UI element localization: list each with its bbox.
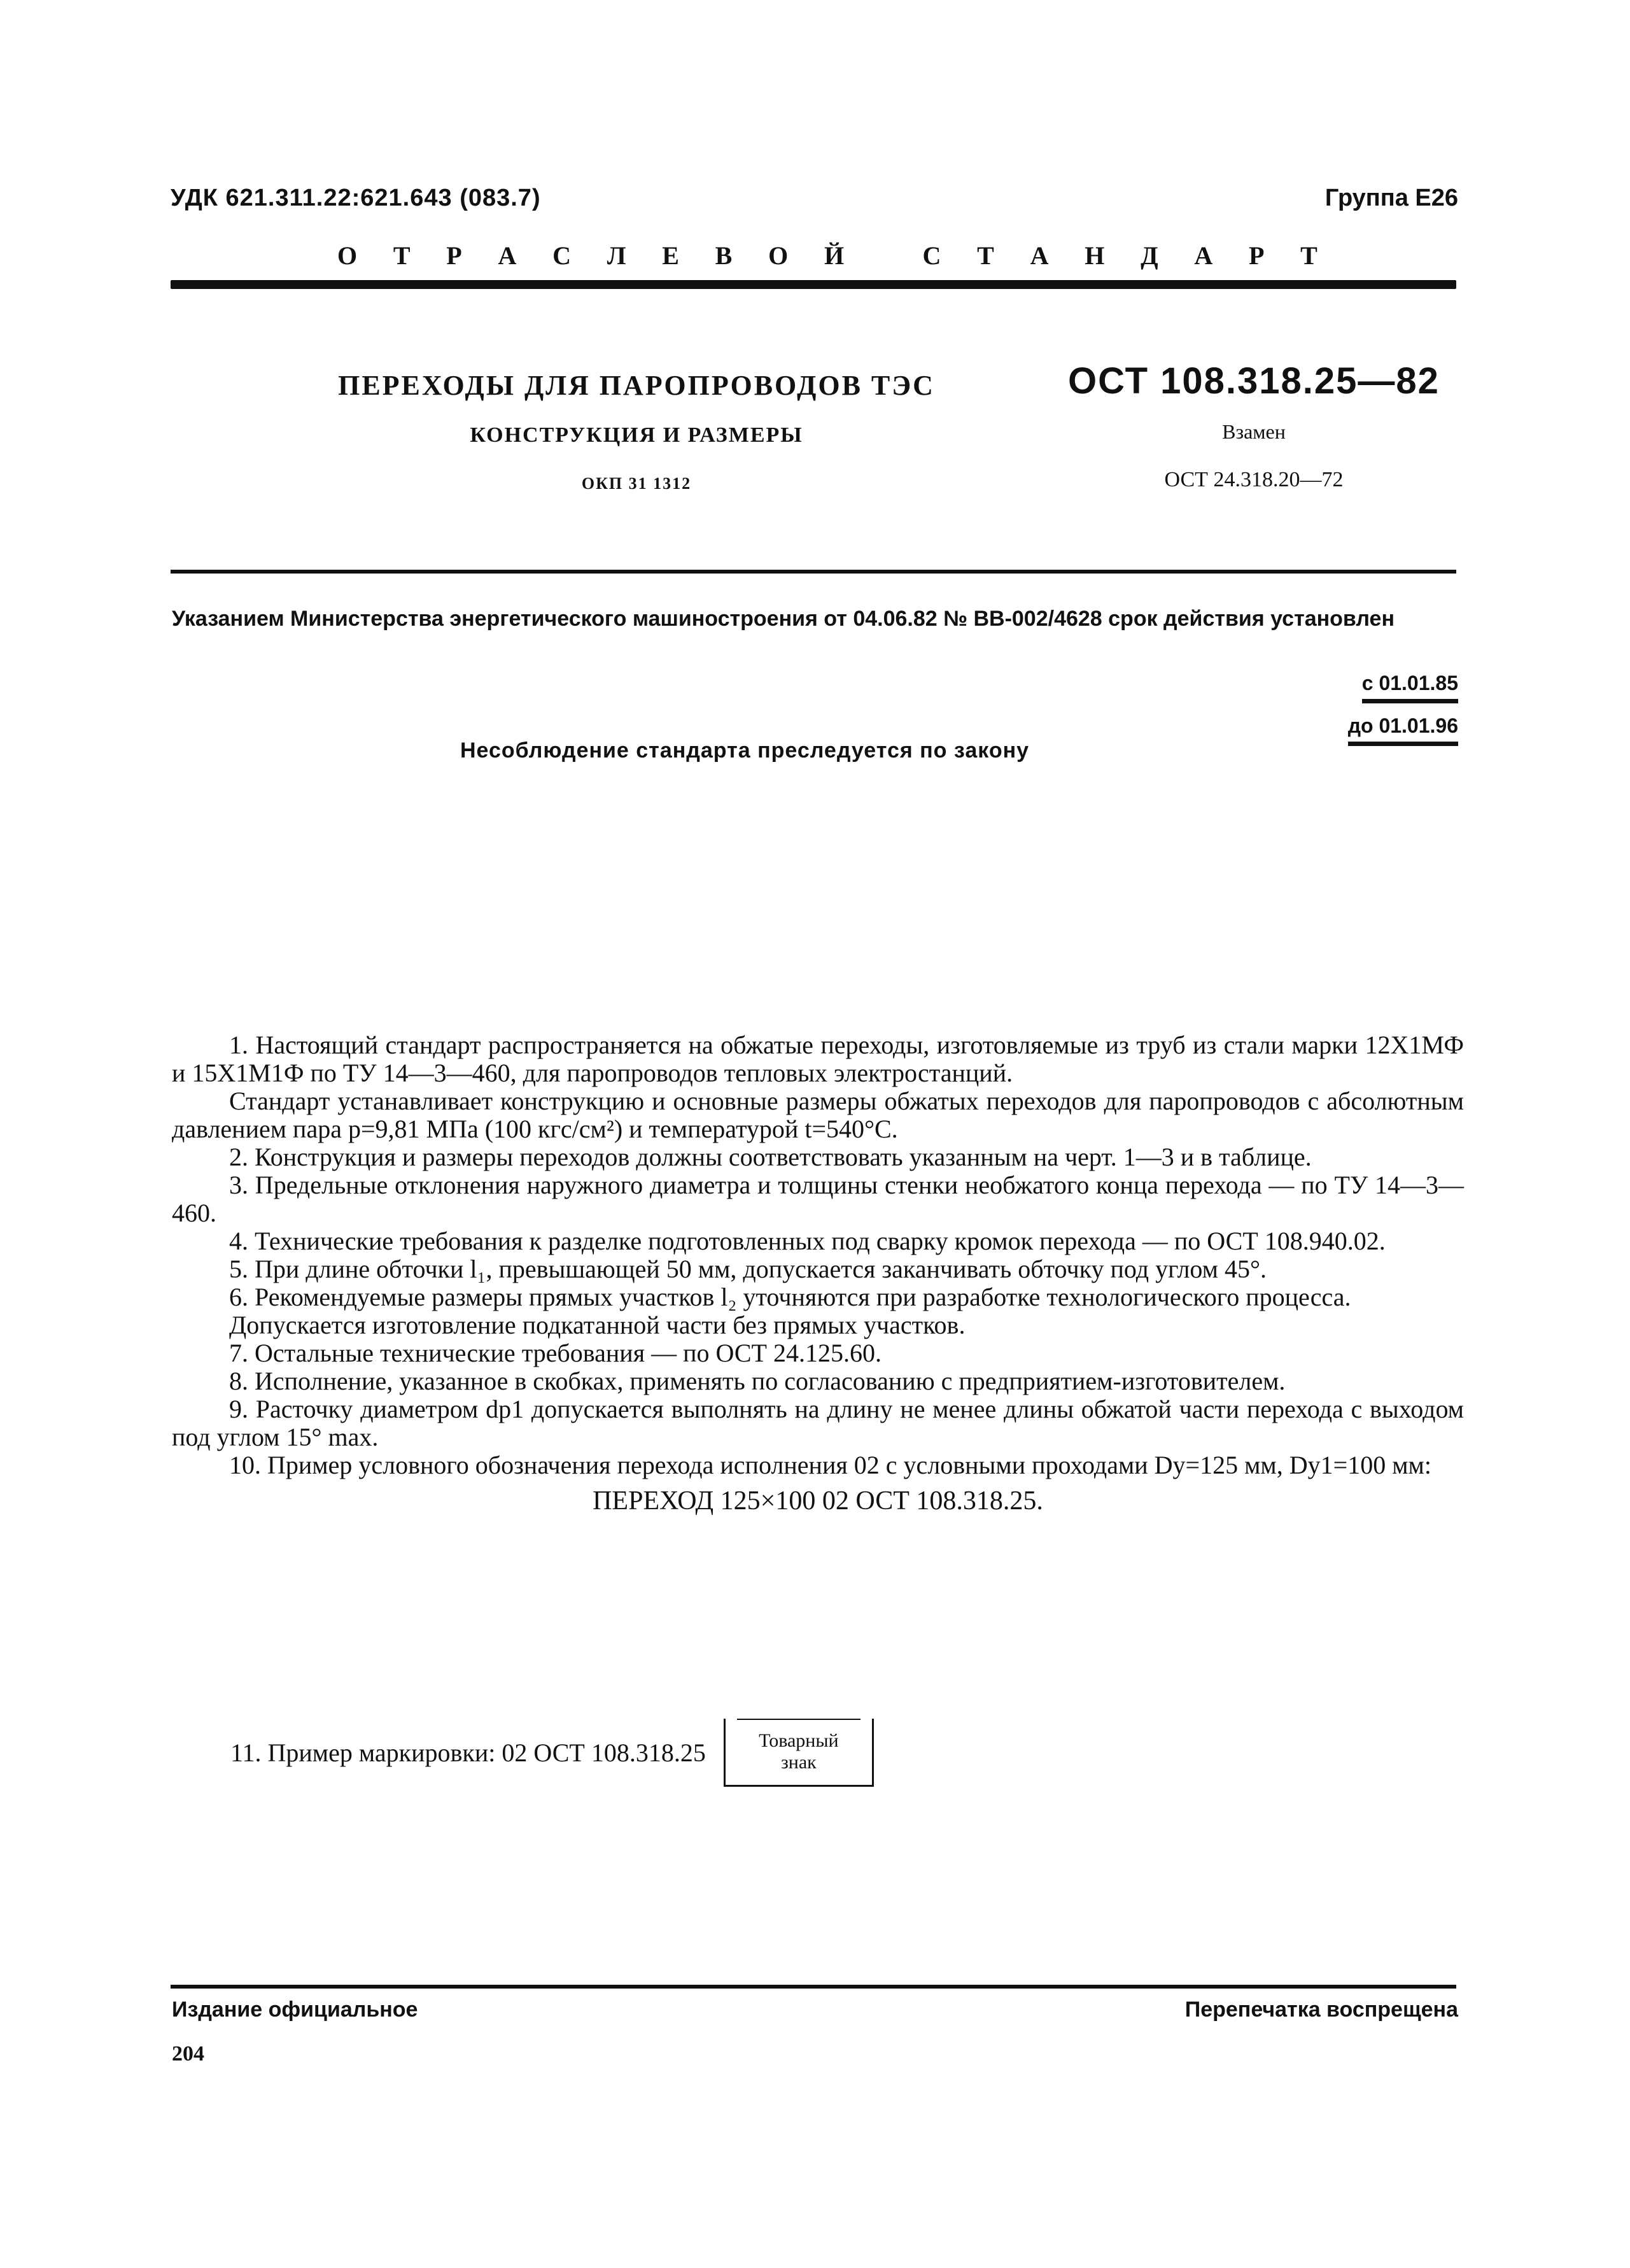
footer-rule: [171, 1985, 1456, 1989]
paragraph: 3. Предельные отклонения наружного диаметра и толщины стенки необжатого конца перехода — по ТУ 14—3—460.: [172, 1171, 1464, 1227]
heading-letter: Л: [607, 241, 626, 270]
valid-from-date: с 01.01.85: [1362, 672, 1458, 703]
okp-code: ОКП 31 1312: [581, 474, 692, 493]
marking-example: [230, 1719, 874, 1787]
paragraph: 1. Настоящий стандарт распространяется на обжатые переходы, изготовляемые из труб из стали марки 12Х1МФ и 15Х1М1Ф по ТУ 14—3—460, для паропроводов тепловых электростанций.: [172, 1031, 1464, 1087]
paragraph: 8. Исполнение, указанное в скобках, применять по согласованию с предприятием-изготовителем.: [229, 1367, 1286, 1395]
heading-letter: О: [768, 241, 789, 270]
document-title: ПЕРЕХОДЫ ДЛЯ ПАРОПРОВОДОВ ТЭС: [338, 370, 935, 401]
document-body: [172, 1031, 1464, 1515]
paragraph: Допускается изготовление подкатанной части без прямых участков.: [229, 1311, 966, 1339]
document-subtitle: КОНСТРУКЦИЯ И РАЗМЕРЫ: [470, 423, 803, 447]
heading-letter: Р: [1248, 241, 1265, 270]
paragraph: 10. Пример условного обозначения перехода исполнения 02 с условными проходами Dу=125 мм, Dу1=100 мм:: [229, 1451, 1431, 1479]
directive-text: Указанием Министерства энергетического машиностроения от 04.06.82 № ВВ-002/4628 срок действия установлен: [172, 607, 1395, 631]
standard-type-heading: [337, 241, 1317, 271]
paragraph: 5. При длине обточки l₁, превышающей 50 мм, допускается заканчивать обточку под углом 45°.: [229, 1255, 1267, 1283]
designation-example: ПЕРЕХОД 125×100 02 ОСТ 108.318.25.: [593, 1486, 1043, 1516]
official-edition-label: Издание официальное: [172, 1997, 418, 2022]
paragraph: 4. Технические требования к разделке подготовленных под сварку кромок перехода — по ОСТ 108.940.02.: [229, 1227, 1386, 1255]
trademark-line2: знак: [780, 1752, 817, 1773]
heading-letter: Д: [1141, 241, 1158, 270]
heading-letter: [880, 241, 887, 271]
page-number: 204: [172, 2042, 204, 2066]
law-notice: Несоблюдение стандарта преследуется по закону: [460, 738, 1030, 763]
paragraph: 6. Рекомендуемые размеры прямых участков l₂ уточняются при разработке технологического процесса.: [229, 1283, 1351, 1311]
group-code: Группа Е26: [1324, 185, 1458, 211]
paragraph: 2. Конструкция и размеры переходов должны соответствовать указанным на черт. 1—3 и в таблице.: [229, 1143, 1312, 1171]
trademark-line1: Товарный: [759, 1730, 839, 1751]
heading-letter: Т: [393, 241, 411, 270]
heading-letter: А: [498, 241, 517, 270]
heading-letter: В: [715, 241, 733, 270]
marking-label: 11. Пример маркировки: 02 ОСТ 108.318.25: [230, 1738, 706, 1767]
heading-letter: С: [922, 241, 941, 270]
heading-letter: А: [1194, 241, 1213, 270]
paragraph: 9. Расточку диаметром dр1 допускается выполнять на длину не менее длины обжатой части перехода с выходом под углом 15° max.: [172, 1395, 1464, 1451]
title-block-rule: [171, 570, 1456, 574]
replaces-code: ОСТ 24.318.20—72: [1164, 468, 1344, 491]
trademark-box: [724, 1719, 874, 1787]
heading-letter: Й: [824, 241, 845, 270]
paragraph: Стандарт устанавливает конструкцию и основные размеры обжатых переходов для паропроводов с абсолютным давлением пара p=9,81 МПа (100 кгс/см²) и температурой t=540°С.: [172, 1087, 1464, 1143]
heading-letter: Н: [1085, 241, 1105, 270]
reprint-prohibited-label: Перепечатка воспрещена: [1184, 1997, 1458, 2022]
paragraph: 7. Остальные технические требования — по ОСТ 24.125.60.: [229, 1339, 882, 1367]
udk-code: УДК 621.311.22:621.643 (083.7): [171, 185, 541, 211]
header-rule: [171, 280, 1456, 289]
heading-letter: С: [552, 241, 571, 270]
replaces-label: Взамен: [1222, 420, 1286, 443]
heading-letter: Т: [977, 241, 994, 270]
heading-letter: А: [1030, 241, 1049, 270]
valid-to-date: до 01.01.96: [1348, 714, 1458, 746]
heading-letter: Е: [662, 241, 679, 270]
heading-letter: Т: [1300, 241, 1317, 270]
heading-letter: О: [337, 241, 358, 270]
heading-letter: Р: [446, 241, 462, 270]
standard-code: ОСТ 108.318.25—82: [1068, 360, 1440, 402]
